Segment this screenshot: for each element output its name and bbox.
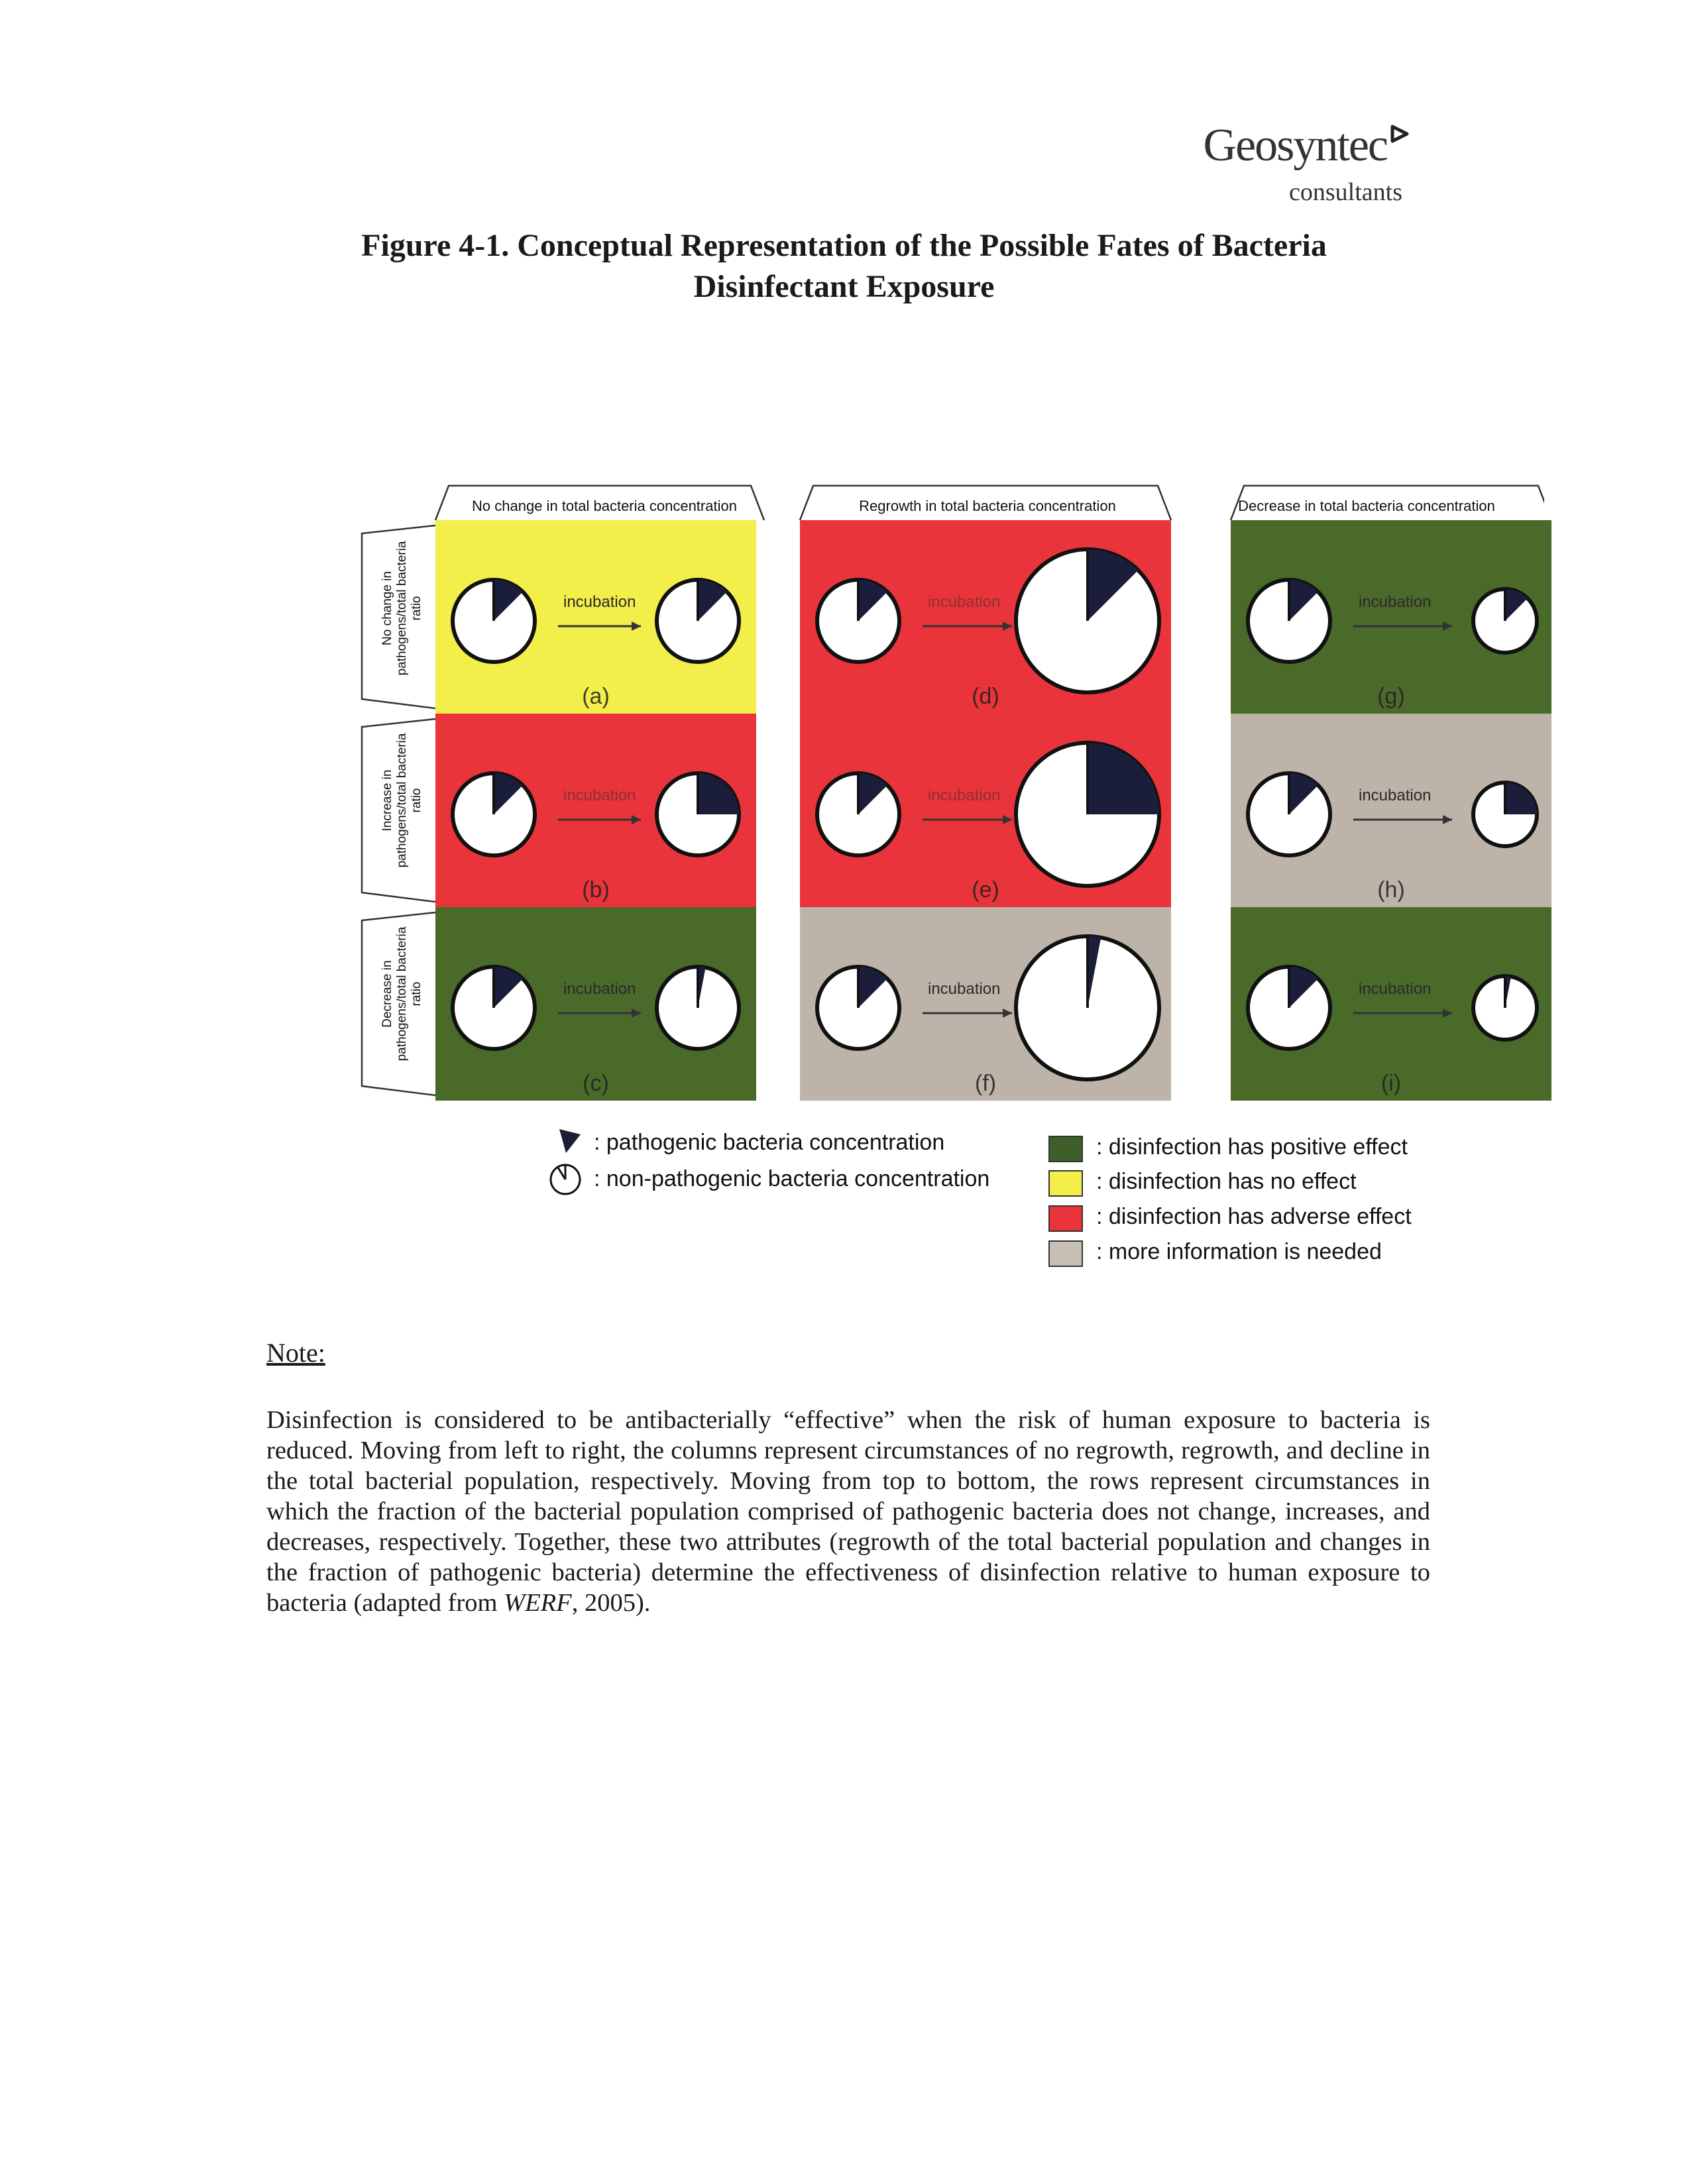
legend-swatch-positive [1048, 1136, 1083, 1162]
legend-swatch-adverse [1048, 1205, 1083, 1232]
arrow-head-icon [632, 1009, 641, 1018]
cell-letter-label: (a) [582, 684, 610, 709]
column-header-regrowth: Regrowth in total bacteria concentration [859, 498, 1116, 514]
pathogenic-wedge [1505, 783, 1537, 814]
arrow-head-icon [632, 622, 641, 631]
row-label-no-change [380, 525, 424, 691]
figure-title-line-1: Figure 4-1. Conceptual Representation of the Possible Fates of Bacteria [361, 228, 1327, 263]
row-label-line: ratio [410, 981, 423, 1007]
logo-triangle-icon [1390, 124, 1410, 144]
note-tail: , 2005). [571, 1589, 651, 1617]
legend-swatch-no-effect [1048, 1170, 1083, 1197]
geosyntec-logo [1203, 120, 1410, 171]
cell-letter-label: (e) [972, 877, 999, 902]
cell-letter-label: (f) [974, 1071, 997, 1096]
arrow-head-icon [1443, 815, 1452, 824]
row-label-line: pathogens/total bacteria [395, 733, 409, 868]
logo-subtitle: consultants [1289, 178, 1402, 206]
legend-adverse-effect: : disinfection has adverse effect [1096, 1204, 1412, 1229]
row-label-line: ratio [410, 596, 423, 621]
incubation-label: incubation [1359, 593, 1432, 611]
non-pathogenic-circle-icon [547, 1161, 583, 1197]
legend-pathogenic: : pathogenic bacteria concentration [594, 1130, 945, 1155]
incubation-label: incubation [928, 980, 1001, 998]
note-heading: Note: [266, 1338, 325, 1368]
pathogenic-wedge [698, 773, 739, 814]
row-label-increase [380, 718, 424, 883]
diagram-cell-c [435, 907, 756, 1101]
arrow-head-icon [1003, 1009, 1012, 1018]
row-label-line: ratio [410, 788, 423, 813]
row-label-line: pathogens/total bacteria [395, 926, 409, 1062]
arrow-head-icon [1003, 622, 1012, 631]
diagram-cell-d [800, 520, 1171, 714]
legend-swatch-more-info [1048, 1240, 1083, 1267]
row-label-line: Decrease in [380, 960, 394, 1028]
diagram-cell-h [1231, 714, 1551, 907]
figure-title [0, 225, 1688, 307]
incubation-label: incubation [1359, 787, 1432, 804]
row-label-line: Increase in [380, 769, 394, 832]
legend-positive-effect: : disinfection has positive effect [1096, 1134, 1408, 1160]
incubation-label: incubation [563, 980, 636, 998]
row-label-line: No change in [380, 571, 394, 645]
cell-letter-label: (c) [583, 1071, 609, 1096]
diagram-cell-b [435, 714, 756, 907]
row-label-decrease [380, 911, 424, 1077]
note-paragraph [266, 1405, 1430, 1618]
pathogenic-wedge [1088, 743, 1159, 814]
diagram-cell-i [1231, 907, 1551, 1101]
row-label-line: pathogens/total bacteria [395, 541, 409, 676]
legend-more-info: : more information is needed [1096, 1239, 1382, 1264]
note-body: Disinfection is considered to be antibacterially “effective” when the risk of human exposure to bacteria is reduced. Moving from left to right, the columns represent circumstances of no regrowth, regrowth, and decline in the total bacterial population, respectively. Moving from top to bottom, the rows represent circumstances in which the fraction of the bacterial population comprised of pathogenic bacteria does not change, increases, and decreases, respectively. Together, these two attributes (regrowth of the total bacterial population and changes in the fraction of pathogenic bacteria) determine the effectiveness of disinfection relative to human exposure to bacteria (adapted from [266, 1406, 1430, 1617]
arrow-head-icon [1003, 815, 1012, 824]
figure-title-line-2: Disinfectant Exposure [693, 269, 995, 304]
diagram-cell-f [800, 907, 1171, 1101]
legend-no-effect: : disinfection has no effect [1096, 1169, 1357, 1194]
logo-wordmark: Geosyntec [1203, 120, 1387, 171]
arrow-head-icon [632, 815, 641, 824]
incubation-label: incubation [928, 787, 1001, 804]
diagram-cell-e [800, 714, 1171, 907]
note-source: WERF [504, 1589, 572, 1617]
cell-letter-label: (h) [1377, 877, 1405, 902]
incubation-label: incubation [928, 593, 1001, 611]
arrow-head-icon [1443, 622, 1452, 631]
incubation-label: incubation [563, 787, 636, 804]
diagram-cell-g [1231, 520, 1551, 714]
incubation-label: incubation [1359, 980, 1432, 998]
cell-letter-label: (g) [1377, 684, 1405, 709]
diagram-cell-a [435, 520, 756, 714]
cell-letter-label: (d) [972, 684, 999, 709]
legend-non-pathogenic: : non-pathogenic bacteria concentration [594, 1166, 990, 1191]
column-header-no-change: No change in total bacteria concentration [472, 498, 737, 514]
pathogenic-wedge-icon [557, 1126, 583, 1156]
incubation-label: incubation [563, 593, 636, 611]
cell-letter-label: (b) [582, 877, 610, 902]
cell-letter-label: (i) [1380, 1071, 1402, 1096]
column-header-decrease: Decrease in total bacteria concentration [1238, 498, 1495, 514]
arrow-head-icon [1443, 1009, 1452, 1018]
